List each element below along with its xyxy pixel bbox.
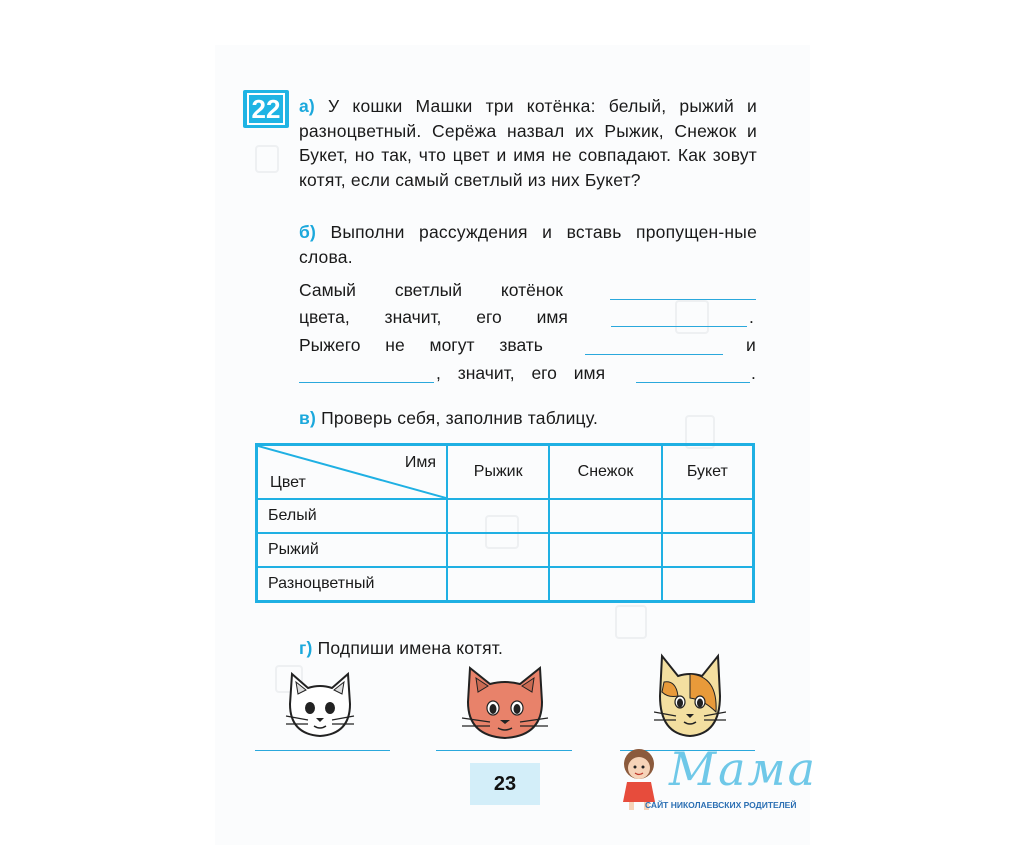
table-cell[interactable]	[549, 567, 661, 602]
task-number-badge	[243, 90, 289, 128]
reasoning-line-2-end: .	[749, 307, 754, 327]
reasoning-line-3-text: Рыжего не могут звать	[299, 335, 543, 355]
site-logo	[607, 740, 818, 820]
reasoning-line-1-text: Самый светлый котёнок	[299, 280, 563, 300]
reasoning-line-2	[299, 307, 757, 331]
answer-blank-3[interactable]	[585, 354, 723, 355]
part-b-paragraph	[299, 220, 757, 269]
table-cell[interactable]	[447, 499, 549, 533]
page-number: 23	[493, 772, 517, 795]
table-row	[257, 533, 754, 567]
column-header-snezhok: Снежок	[549, 445, 661, 500]
row-header-ginger: Рыжий	[257, 533, 448, 567]
table-row	[257, 567, 754, 602]
row-header-white: Белый	[257, 499, 448, 533]
reasoning-line-3	[299, 335, 757, 359]
kitten-name-blank-2[interactable]	[436, 750, 572, 751]
table-header-row	[257, 445, 754, 500]
reasoning-line-3-end: и	[746, 335, 756, 355]
corner-header-name: Имя	[404, 454, 436, 471]
table-cell[interactable]	[549, 533, 661, 567]
corner-header-color: Цвет	[270, 474, 306, 491]
part-a-text: У кошки Машки три котёнка: белый, рыжий и разноцветный. Серёжа назвал их Рыжик, Снежок и Букет, но так, что цвет и имя не совпадают. Как зовут котят, если самый светлый из них Букет?	[299, 96, 758, 190]
reasoning-line-4-end: .	[751, 363, 756, 383]
page-number-tab	[470, 763, 540, 805]
table-cell[interactable]	[447, 567, 549, 602]
multicolor-kitten-image	[654, 652, 726, 738]
table-cell[interactable]	[662, 499, 754, 533]
reasoning-line-1	[299, 280, 757, 304]
table-cell[interactable]	[662, 567, 754, 602]
logo-script-text: Мама	[669, 742, 818, 796]
part-a-paragraph	[299, 94, 757, 192]
column-header-ryzhik: Рыжик	[447, 445, 549, 500]
white-kitten-image	[282, 666, 358, 740]
table-corner-cell	[257, 445, 448, 500]
name-color-table	[255, 443, 755, 603]
part-v-letter: в)	[299, 408, 316, 428]
table-cell[interactable]	[549, 499, 661, 533]
part-v-text: Проверь себя, заполнив таблицу.	[321, 408, 599, 428]
row-header-multicolor: Разноцветный	[257, 567, 448, 602]
table-row	[257, 499, 754, 533]
answer-blank-5[interactable]	[636, 382, 750, 383]
table-cell[interactable]	[447, 533, 549, 567]
logo-site-text: САЙТ НИКОЛАЕВСКИХ РОДИТЕЛЕЙ	[645, 800, 797, 810]
part-b-letter: б)	[299, 222, 317, 242]
kitten-name-blank-1[interactable]	[255, 750, 390, 751]
answer-blank-4[interactable]	[299, 382, 434, 383]
reasoning-line-4-text: , значит, его имя	[436, 363, 606, 383]
part-v-paragraph	[299, 406, 757, 431]
part-b-text: Выполни рассуждения и вставь пропущен-ные слова.	[299, 222, 757, 267]
part-g-letter: г)	[299, 638, 313, 658]
part-g-text: Подпиши имена котят.	[317, 638, 504, 658]
answer-blank-2[interactable]	[611, 326, 747, 327]
reasoning-line-2-text: цвета, значит, его имя	[299, 307, 568, 327]
reasoning-line-4	[299, 363, 757, 387]
task-number: 22	[247, 93, 286, 125]
part-a-letter: а)	[299, 96, 315, 116]
answer-blank-1[interactable]	[610, 299, 756, 300]
column-header-buket: Букет	[662, 445, 754, 500]
ginger-kitten-image	[460, 662, 550, 740]
table-cell[interactable]	[662, 533, 754, 567]
